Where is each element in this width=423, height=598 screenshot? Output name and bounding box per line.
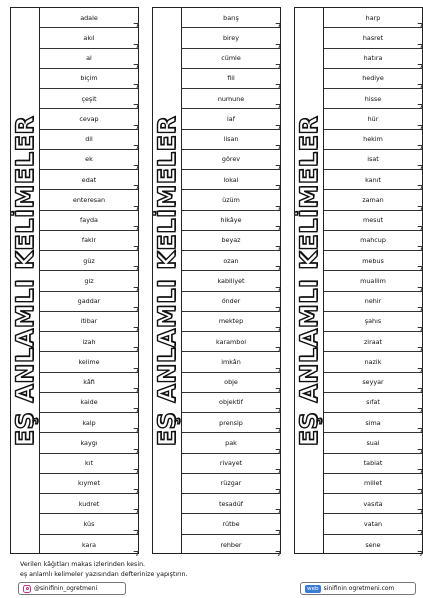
word-cell: fiil [182, 69, 280, 89]
word-cell: kanıt [324, 170, 422, 190]
word-cell: görev [182, 150, 280, 170]
word-cell: şahıs [324, 312, 422, 332]
word-strip-2 [152, 7, 281, 554]
word-cell: ozan [182, 251, 280, 271]
word-cell: isat [324, 150, 422, 170]
website-url: sinifinin ogretmeni.com [323, 585, 395, 592]
word-cell: hediye [324, 69, 422, 89]
word-cell: kalp [40, 413, 138, 433]
instagram-icon [23, 585, 31, 593]
word-cell: birey [182, 28, 280, 48]
word-cell: sima [324, 413, 422, 433]
word-cell: rehber [182, 535, 280, 555]
word-cell: lisan [182, 130, 280, 150]
word-cell: laf [182, 109, 280, 129]
strip-label [295, 8, 324, 553]
instagram-badge[interactable] [18, 582, 126, 595]
word-cell: zaman [324, 190, 422, 210]
word-cell: edat [40, 170, 138, 190]
word-cell: rütbe [182, 514, 280, 534]
word-cell: kaygı [40, 433, 138, 453]
word-cell: mektep [182, 312, 280, 332]
word-cell: tabiat [324, 454, 422, 474]
word-cell: cevap [40, 109, 138, 129]
word-cell: ziraat [324, 332, 422, 352]
strip-title: EŞ ANLAMLI KELİMELER [153, 115, 181, 446]
word-cell: objektif [182, 393, 280, 413]
word-cell: prensip [182, 413, 280, 433]
word-cell: itibar [40, 312, 138, 332]
word-cell: kıymet [40, 474, 138, 494]
word-list [40, 8, 138, 553]
word-cell: kıt [40, 454, 138, 474]
word-cell: muallim [324, 271, 422, 291]
word-cell: sıfat [324, 393, 422, 413]
word-cell: ek [40, 150, 138, 170]
word-cell: imkân [182, 352, 280, 372]
word-cell: harp [324, 8, 422, 28]
word-cell: fayda [40, 211, 138, 231]
word-cell: sual [324, 433, 422, 453]
word-list [324, 8, 422, 553]
word-list [182, 8, 280, 553]
word-strip-1 [10, 7, 139, 554]
word-cell: kara [40, 535, 138, 555]
word-cell: hikâye [182, 211, 280, 231]
word-cell: önder [182, 292, 280, 312]
word-cell: pak [182, 433, 280, 453]
word-cell: hasret [324, 28, 422, 48]
word-cell: akıl [40, 28, 138, 48]
word-cell: tesadüf [182, 494, 280, 514]
word-cell: seyyar [324, 373, 422, 393]
word-strip-3 [294, 7, 423, 554]
word-cell: hür [324, 109, 422, 129]
strip-label [153, 8, 182, 553]
word-cell: izah [40, 332, 138, 352]
word-cell: mebus [324, 251, 422, 271]
word-cell: hekim [324, 130, 422, 150]
word-cell: rivayet [182, 454, 280, 474]
word-cell: çeşit [40, 89, 138, 109]
word-cell: gaddar [40, 292, 138, 312]
strip-label [11, 8, 40, 553]
word-cell: fakir [40, 231, 138, 251]
word-cell: cümle [182, 49, 280, 69]
word-cell: al [40, 49, 138, 69]
instruction-line-1: Verilen kâğıtları makas izlerinden kesin. [20, 561, 146, 568]
word-cell: millet [324, 474, 422, 494]
word-cell: güz [40, 251, 138, 271]
word-cell: numune [182, 89, 280, 109]
word-cell: biçim [40, 69, 138, 89]
word-cell: giz [40, 271, 138, 291]
word-cell: adale [40, 8, 138, 28]
word-cell: nazik [324, 352, 422, 372]
word-cell: obje [182, 373, 280, 393]
word-cell: mahcup [324, 231, 422, 251]
instagram-handle: @sinifinin_ogretmeni [34, 585, 98, 592]
word-cell: barış [182, 8, 280, 28]
word-cell: kabiliyet [182, 271, 280, 291]
word-cell: kâfi [40, 373, 138, 393]
strip-title: EŞ ANLAMLI KELİMELER [295, 115, 323, 446]
word-cell: hatıra [324, 49, 422, 69]
instruction-line-2: eş anlamlı kelimeler yazısından defterinize yapıştırın. [20, 571, 188, 578]
word-cell: küs [40, 514, 138, 534]
word-cell: rüzgar [182, 474, 280, 494]
word-cell: kudret [40, 494, 138, 514]
web-icon: web [307, 585, 319, 592]
word-cell: nehir [324, 292, 422, 312]
word-cell: sene [324, 535, 422, 555]
word-cell: hisse [324, 89, 422, 109]
word-cell: kaide [40, 393, 138, 413]
word-cell: lokal [182, 170, 280, 190]
word-cell: vasıta [324, 494, 422, 514]
word-cell: vatan [324, 514, 422, 534]
word-cell: kelime [40, 352, 138, 372]
word-cell: beyaz [182, 231, 280, 251]
word-cell: üzüm [182, 190, 280, 210]
word-cell: enteresan [40, 190, 138, 210]
strip-title: EŞ ANLAMLI KELİMELER [11, 115, 39, 446]
word-cell: karambol [182, 332, 280, 352]
word-cell: dil [40, 130, 138, 150]
website-badge[interactable] [300, 582, 416, 595]
word-cell: mesut [324, 211, 422, 231]
